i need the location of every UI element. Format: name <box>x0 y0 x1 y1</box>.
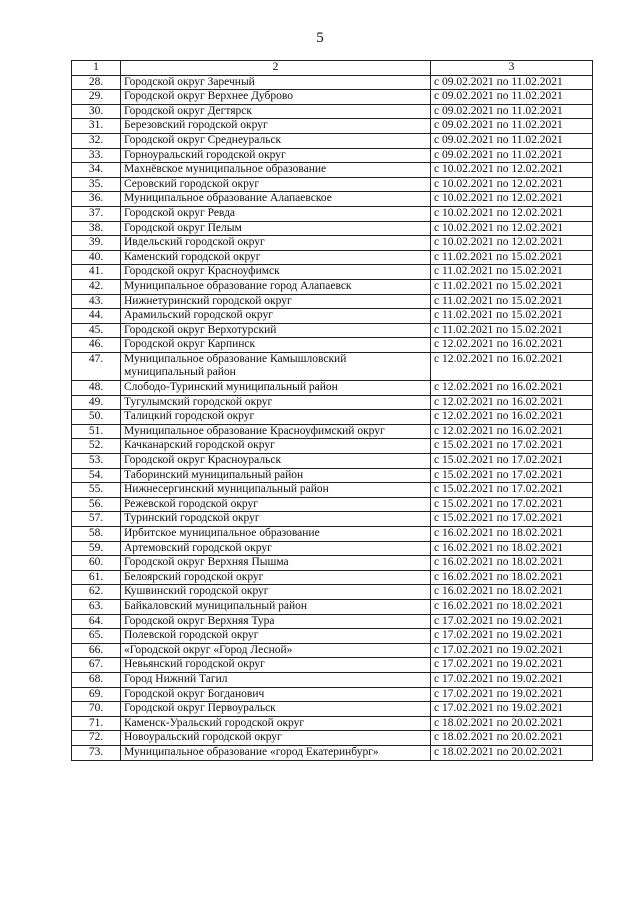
municipality-name: Махнёвское муниципальное образование <box>121 163 431 178</box>
period-dates: с 15.02.2021 по 17.02.2021 <box>431 497 593 512</box>
period-dates: с 15.02.2021 по 17.02.2021 <box>431 468 593 483</box>
municipality-name: Нижнесергинский муниципальный район <box>121 483 431 498</box>
municipality-name: Муниципальное образование Алапаевское <box>121 192 431 207</box>
table-row <box>72 497 593 512</box>
row-number: 53. <box>72 454 121 469</box>
row-number: 46. <box>72 338 121 353</box>
period-dates: с 17.02.2021 по 19.02.2021 <box>431 614 593 629</box>
row-number: 61. <box>72 570 121 585</box>
row-number: 36. <box>72 192 121 207</box>
municipality-name: Муниципальное образование «город Екатеринбург» <box>121 745 431 760</box>
period-dates: с 15.02.2021 по 17.02.2021 <box>431 454 593 469</box>
municipality-name: Муниципальное образование Красноуфимский округ <box>121 424 431 439</box>
municipality-name: Муниципальное образование город Алапаевск <box>121 279 431 294</box>
municipality-name: Слободо-Туринский муниципальный район <box>121 381 431 396</box>
municipality-name: Горноуральский городской округ <box>121 148 431 163</box>
period-dates: с 16.02.2021 по 18.02.2021 <box>431 585 593 600</box>
table-row <box>72 599 593 614</box>
row-number: 73. <box>72 745 121 760</box>
table-row <box>72 716 593 731</box>
municipality-name: Каменск-Уральский городской округ <box>121 716 431 731</box>
period-dates: с 11.02.2021 по 15.02.2021 <box>431 250 593 265</box>
period-dates: с 11.02.2021 по 15.02.2021 <box>431 279 593 294</box>
period-dates: с 15.02.2021 по 17.02.2021 <box>431 483 593 498</box>
municipality-name: Городской округ Карпинск <box>121 338 431 353</box>
row-number: 67. <box>72 658 121 673</box>
municipality-name: Городской округ Верхняя Тура <box>121 614 431 629</box>
row-number: 43. <box>72 294 121 309</box>
row-number: 49. <box>72 395 121 410</box>
row-number: 66. <box>72 643 121 658</box>
table-row <box>72 687 593 702</box>
period-dates: с 10.02.2021 по 12.02.2021 <box>431 163 593 178</box>
municipality-name: Городской округ Ревда <box>121 206 431 221</box>
table-row <box>72 556 593 571</box>
municipality-name: Городской округ Первоуральск <box>121 702 431 717</box>
municipality-name: Нижнетуринский городской округ <box>121 294 431 309</box>
table-row <box>72 163 593 178</box>
row-number: 45. <box>72 323 121 338</box>
municipality-name: Кушвинский городской округ <box>121 585 431 600</box>
municipality-name: Ивдельский городской округ <box>121 236 431 251</box>
period-dates: с 09.02.2021 по 11.02.2021 <box>431 90 593 105</box>
period-dates: с 10.02.2021 по 12.02.2021 <box>431 206 593 221</box>
table-row <box>72 570 593 585</box>
row-number: 37. <box>72 206 121 221</box>
row-number: 58. <box>72 527 121 542</box>
municipality-name: Новоуральский городской округ <box>121 731 431 746</box>
period-dates: с 10.02.2021 по 12.02.2021 <box>431 236 593 251</box>
table-row <box>72 309 593 324</box>
header-col-3: 3 <box>431 61 593 76</box>
row-number: 71. <box>72 716 121 731</box>
row-number: 52. <box>72 439 121 454</box>
table-row <box>72 192 593 207</box>
table-row <box>72 236 593 251</box>
row-number: 34. <box>72 163 121 178</box>
row-number: 68. <box>72 672 121 687</box>
row-number: 65. <box>72 629 121 644</box>
table-row <box>72 250 593 265</box>
period-dates: с 11.02.2021 по 15.02.2021 <box>431 294 593 309</box>
row-number: 31. <box>72 119 121 134</box>
municipality-name: Артемовский городской округ <box>121 541 431 556</box>
table-row <box>72 672 593 687</box>
table-row <box>72 294 593 309</box>
row-number: 33. <box>72 148 121 163</box>
table-row <box>72 731 593 746</box>
period-dates: с 12.02.2021 по 16.02.2021 <box>431 395 593 410</box>
row-number: 48. <box>72 381 121 396</box>
period-dates: с 11.02.2021 по 15.02.2021 <box>431 265 593 280</box>
period-dates: с 12.02.2021 по 16.02.2021 <box>431 424 593 439</box>
row-number: 59. <box>72 541 121 556</box>
period-dates: с 18.02.2021 по 20.02.2021 <box>431 745 593 760</box>
period-dates: с 17.02.2021 по 19.02.2021 <box>431 658 593 673</box>
table-row <box>72 541 593 556</box>
row-number: 40. <box>72 250 121 265</box>
period-dates: с 09.02.2021 по 11.02.2021 <box>431 148 593 163</box>
period-dates: с 16.02.2021 по 18.02.2021 <box>431 570 593 585</box>
row-number: 38. <box>72 221 121 236</box>
period-dates: с 17.02.2021 по 19.02.2021 <box>431 629 593 644</box>
table-row <box>72 643 593 658</box>
period-dates: с 09.02.2021 по 11.02.2021 <box>431 75 593 90</box>
municipality-name: Городской округ Красноуфимск <box>121 265 431 280</box>
row-number: 51. <box>72 424 121 439</box>
period-dates: с 15.02.2021 по 17.02.2021 <box>431 439 593 454</box>
municipality-name: Городской округ Среднеуральск <box>121 133 431 148</box>
municipality-name: Муниципальное образование Камышловский муниципальный район <box>121 352 431 380</box>
table-row <box>72 338 593 353</box>
municipality-name: Городской округ Верхотурский <box>121 323 431 338</box>
table-row <box>72 424 593 439</box>
municipality-name: Городской округ Пелым <box>121 221 431 236</box>
row-number: 47. <box>72 352 121 380</box>
row-number: 57. <box>72 512 121 527</box>
municipality-name: Невьянский городской округ <box>121 658 431 673</box>
table-row <box>72 614 593 629</box>
table-row <box>72 483 593 498</box>
municipality-name: Талицкий городской округ <box>121 410 431 425</box>
table-row <box>72 323 593 338</box>
row-number: 44. <box>72 309 121 324</box>
row-number: 60. <box>72 556 121 571</box>
period-dates: с 10.02.2021 по 12.02.2021 <box>431 192 593 207</box>
period-dates: с 17.02.2021 по 19.02.2021 <box>431 643 593 658</box>
period-dates: с 16.02.2021 по 18.02.2021 <box>431 599 593 614</box>
period-dates: с 18.02.2021 по 20.02.2021 <box>431 731 593 746</box>
table-row <box>72 439 593 454</box>
table-row <box>72 702 593 717</box>
period-dates: с 12.02.2021 по 16.02.2021 <box>431 338 593 353</box>
row-number: 62. <box>72 585 121 600</box>
table-row <box>72 177 593 192</box>
municipality-name: Город Нижний Тагил <box>121 672 431 687</box>
row-number: 69. <box>72 687 121 702</box>
row-number: 32. <box>72 133 121 148</box>
period-dates: с 10.02.2021 по 12.02.2021 <box>431 221 593 236</box>
table-header-row <box>72 61 593 76</box>
row-number: 64. <box>72 614 121 629</box>
table-row <box>72 279 593 294</box>
table-row <box>72 90 593 105</box>
municipality-name: Городской округ Верхнее Дуброво <box>121 90 431 105</box>
row-number: 42. <box>72 279 121 294</box>
municipality-name: Арамильский городской округ <box>121 309 431 324</box>
row-number: 55. <box>72 483 121 498</box>
row-number: 50. <box>72 410 121 425</box>
table-row <box>72 410 593 425</box>
period-dates: с 16.02.2021 по 18.02.2021 <box>431 541 593 556</box>
table-row <box>72 221 593 236</box>
row-number: 70. <box>72 702 121 717</box>
page-number: 5 <box>316 30 324 46</box>
period-dates: с 18.02.2021 по 20.02.2021 <box>431 716 593 731</box>
table-row <box>72 75 593 90</box>
row-number: 30. <box>72 104 121 119</box>
table-row <box>72 104 593 119</box>
header-col-1: 1 <box>72 61 121 76</box>
table-row <box>72 119 593 134</box>
row-number: 28. <box>72 75 121 90</box>
municipality-name: Каменский городской округ <box>121 250 431 265</box>
municipality-name: Туринский городской округ <box>121 512 431 527</box>
period-dates: с 11.02.2021 по 15.02.2021 <box>431 309 593 324</box>
municipality-name: Городской округ Верхняя Пышма <box>121 556 431 571</box>
municipality-name: Тугулымский городской округ <box>121 395 431 410</box>
municipality-name: Городской округ Заречный <box>121 75 431 90</box>
table-row <box>72 265 593 280</box>
table-row <box>72 395 593 410</box>
municipality-name: Полевской городской округ <box>121 629 431 644</box>
period-dates: с 12.02.2021 по 16.02.2021 <box>431 381 593 396</box>
table-row <box>72 133 593 148</box>
municipality-name: Городской округ Дегтярск <box>121 104 431 119</box>
period-dates: с 17.02.2021 по 19.02.2021 <box>431 687 593 702</box>
row-number: 72. <box>72 731 121 746</box>
row-number: 63. <box>72 599 121 614</box>
table-row <box>72 468 593 483</box>
table-row <box>72 629 593 644</box>
table-row <box>72 745 593 760</box>
period-dates: с 15.02.2021 по 17.02.2021 <box>431 512 593 527</box>
table-row <box>72 658 593 673</box>
municipality-name: Режевской городской округ <box>121 497 431 512</box>
table-row <box>72 148 593 163</box>
municipality-name: Таборинский муниципальный район <box>121 468 431 483</box>
row-number: 41. <box>72 265 121 280</box>
municipality-name: Белоярский городской округ <box>121 570 431 585</box>
schedule-table <box>71 60 593 761</box>
municipality-name: Городской округ Богданович <box>121 687 431 702</box>
period-dates: с 16.02.2021 по 18.02.2021 <box>431 556 593 571</box>
municipality-name: Ирбитское муниципальное образование <box>121 527 431 542</box>
table-row <box>72 454 593 469</box>
period-dates: с 17.02.2021 по 19.02.2021 <box>431 672 593 687</box>
period-dates: с 16.02.2021 по 18.02.2021 <box>431 527 593 542</box>
period-dates: с 12.02.2021 по 16.02.2021 <box>431 410 593 425</box>
period-dates: с 17.02.2021 по 19.02.2021 <box>431 702 593 717</box>
table-row <box>72 352 593 380</box>
table-row <box>72 585 593 600</box>
period-dates: с 09.02.2021 по 11.02.2021 <box>431 133 593 148</box>
row-number: 56. <box>72 497 121 512</box>
table-row <box>72 512 593 527</box>
row-number: 35. <box>72 177 121 192</box>
municipality-name: Березовский городской округ <box>121 119 431 134</box>
table-row <box>72 527 593 542</box>
period-dates: с 10.02.2021 по 12.02.2021 <box>431 177 593 192</box>
municipality-name: Качканарский городской округ <box>121 439 431 454</box>
municipality-name: «Городской округ «Город Лесной» <box>121 643 431 658</box>
municipality-name: Серовский городской округ <box>121 177 431 192</box>
period-dates: с 11.02.2021 по 15.02.2021 <box>431 323 593 338</box>
table-row <box>72 381 593 396</box>
period-dates: с 09.02.2021 по 11.02.2021 <box>431 119 593 134</box>
period-dates: с 12.02.2021 по 16.02.2021 <box>431 352 593 380</box>
table-row <box>72 206 593 221</box>
municipality-name: Городской округ Красноуральск <box>121 454 431 469</box>
municipality-name: Байкаловский муниципальный район <box>121 599 431 614</box>
period-dates: с 09.02.2021 по 11.02.2021 <box>431 104 593 119</box>
row-number: 54. <box>72 468 121 483</box>
row-number: 39. <box>72 236 121 251</box>
header-col-2: 2 <box>121 61 431 76</box>
row-number: 29. <box>72 90 121 105</box>
